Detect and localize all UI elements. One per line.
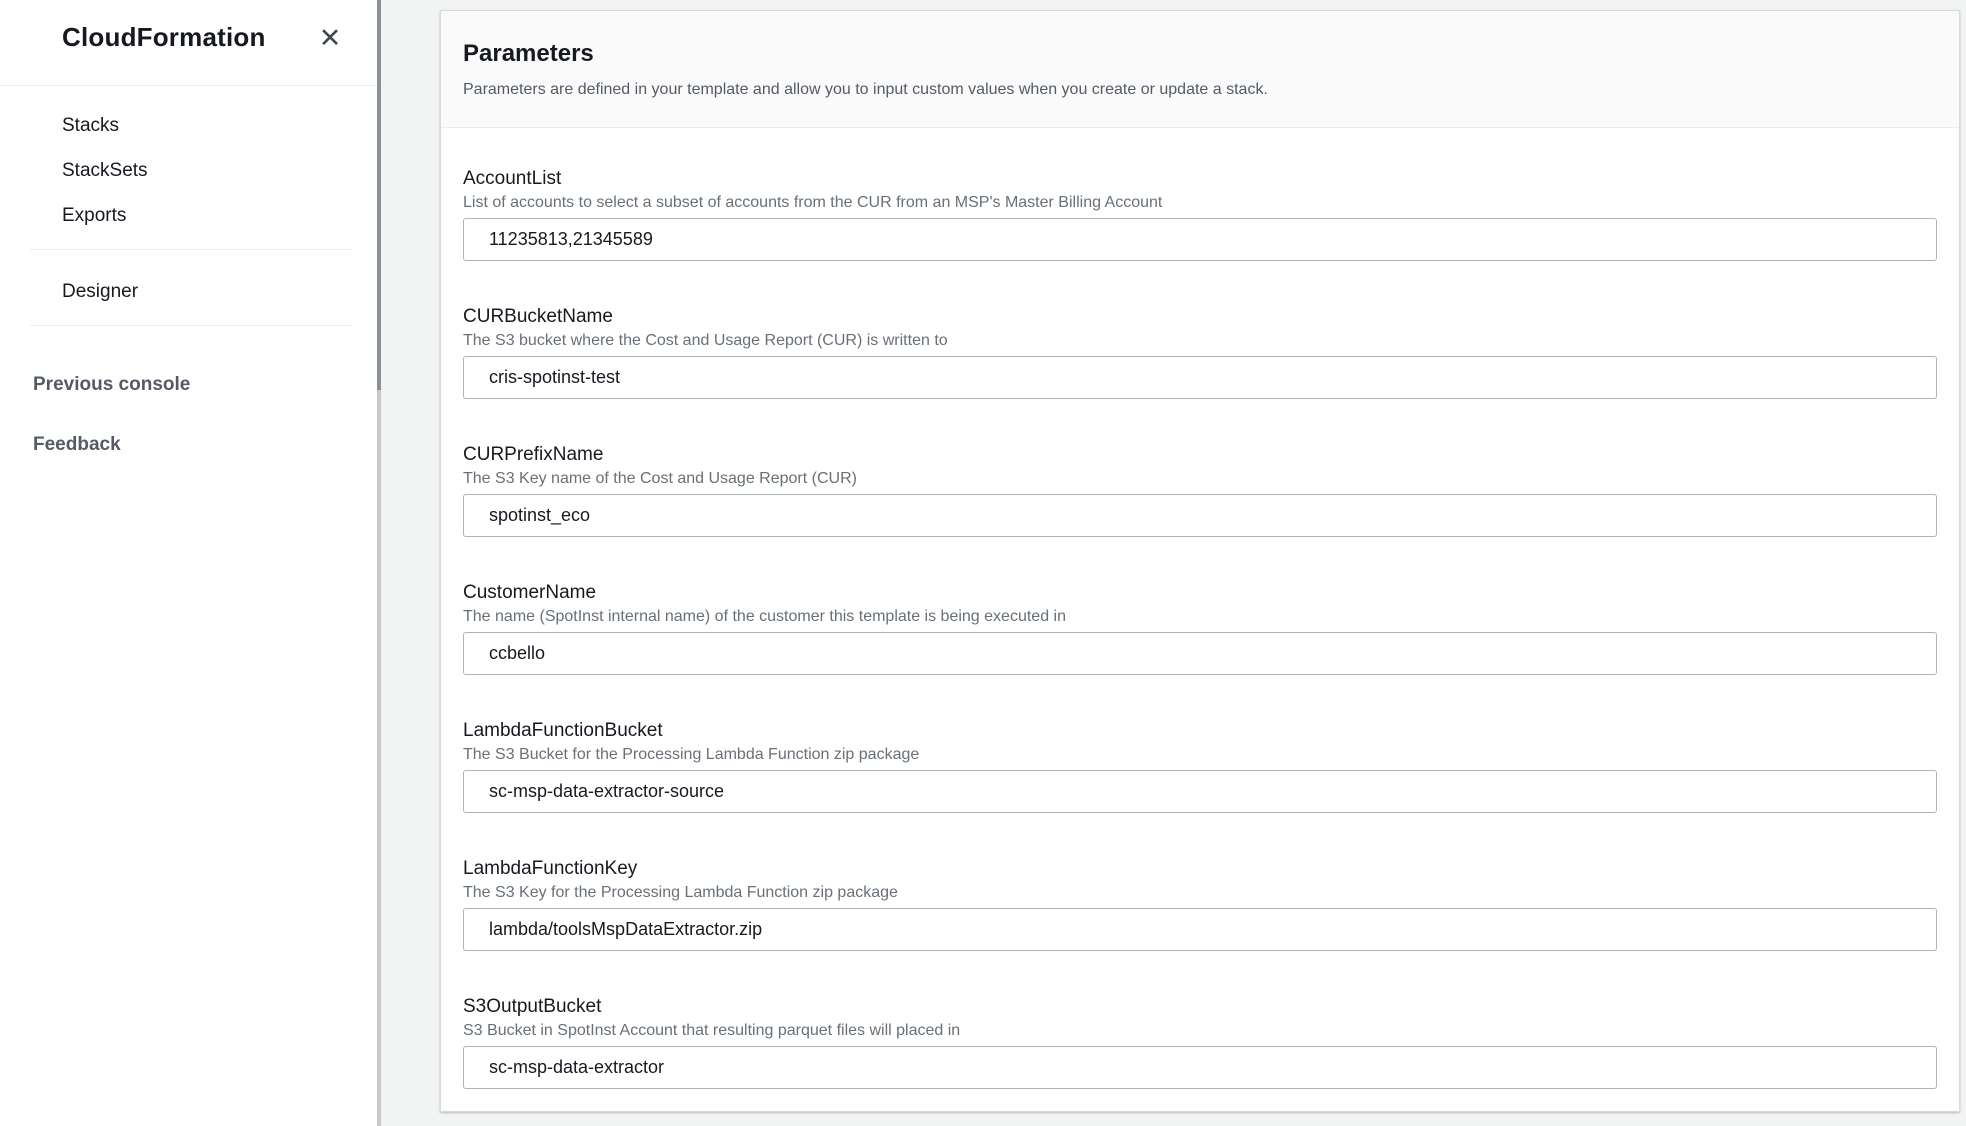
parameters-panel-header [441, 11, 1959, 128]
parameter-field [463, 442, 1937, 537]
sidebar-item-stacks[interactable]: Stacks [62, 115, 120, 136]
field-label: LambdaFunctionBucket [463, 720, 663, 741]
sidebar-divider [30, 249, 352, 250]
parameter-field [463, 580, 1937, 675]
field-input[interactable] [463, 632, 1937, 675]
parameter-field [463, 856, 1937, 951]
field-description: The S3 Bucket for the Processing Lambda Function zip package [463, 746, 920, 763]
sidebar-item-feedback[interactable]: Feedback [33, 434, 121, 455]
field-description: The S3 bucket where the Cost and Usage Report (CUR) is written to [463, 332, 948, 349]
parameters-panel [440, 10, 1960, 1112]
field-label: CURPrefixName [463, 444, 604, 465]
parameter-field [463, 994, 1937, 1089]
panel-description: Parameters are defined in your template and allow you to input custom values when you create or update a stack. [463, 81, 1268, 98]
field-label: S3OutputBucket [463, 996, 602, 1017]
sidebar-item-stacksets[interactable]: StackSets [62, 160, 148, 181]
field-description: List of accounts to select a subset of accounts from the CUR from an MSP's Master Billing Account [463, 194, 1163, 211]
field-description: The name (SpotInst internal name) of the customer this template is being executed in [463, 608, 1066, 625]
sidebar-utility [0, 362, 377, 467]
sidebar-nav-secondary [0, 269, 377, 314]
sidebar-title: CloudFormation [62, 22, 266, 52]
main-content [381, 0, 1966, 1126]
sidebar-header [0, 0, 377, 86]
field-input[interactable] [463, 1046, 1937, 1089]
field-label: CURBucketName [463, 306, 613, 327]
sidebar-item-designer[interactable]: Designer [62, 281, 139, 302]
parameter-field [463, 304, 1937, 399]
close-icon[interactable]: ✕ [308, 16, 352, 60]
field-input[interactable] [463, 218, 1937, 261]
parameters-form [441, 128, 1959, 1114]
field-input[interactable] [463, 770, 1937, 813]
field-label: AccountList [463, 168, 562, 189]
field-description: S3 Bucket in SpotInst Account that resulting parquet files will placed in [463, 1022, 961, 1039]
field-input[interactable] [463, 908, 1937, 951]
parameter-field [463, 718, 1937, 813]
field-label: LambdaFunctionKey [463, 858, 638, 879]
sidebar-item-exports[interactable]: Exports [62, 205, 127, 226]
field-input[interactable] [463, 356, 1937, 399]
sidebar-divider [30, 325, 352, 326]
field-description: The S3 Key for the Processing Lambda Function zip package [463, 884, 898, 901]
parameter-field [463, 166, 1937, 261]
sidebar-item-previous-console[interactable]: Previous console [33, 374, 191, 395]
sidebar-nav-main [0, 103, 377, 238]
panel-title: Parameters [463, 40, 594, 67]
field-input[interactable] [463, 494, 1937, 537]
sidebar [0, 0, 377, 1126]
field-description: The S3 Key name of the Cost and Usage Report (CUR) [463, 470, 857, 487]
field-label: CustomerName [463, 582, 597, 603]
